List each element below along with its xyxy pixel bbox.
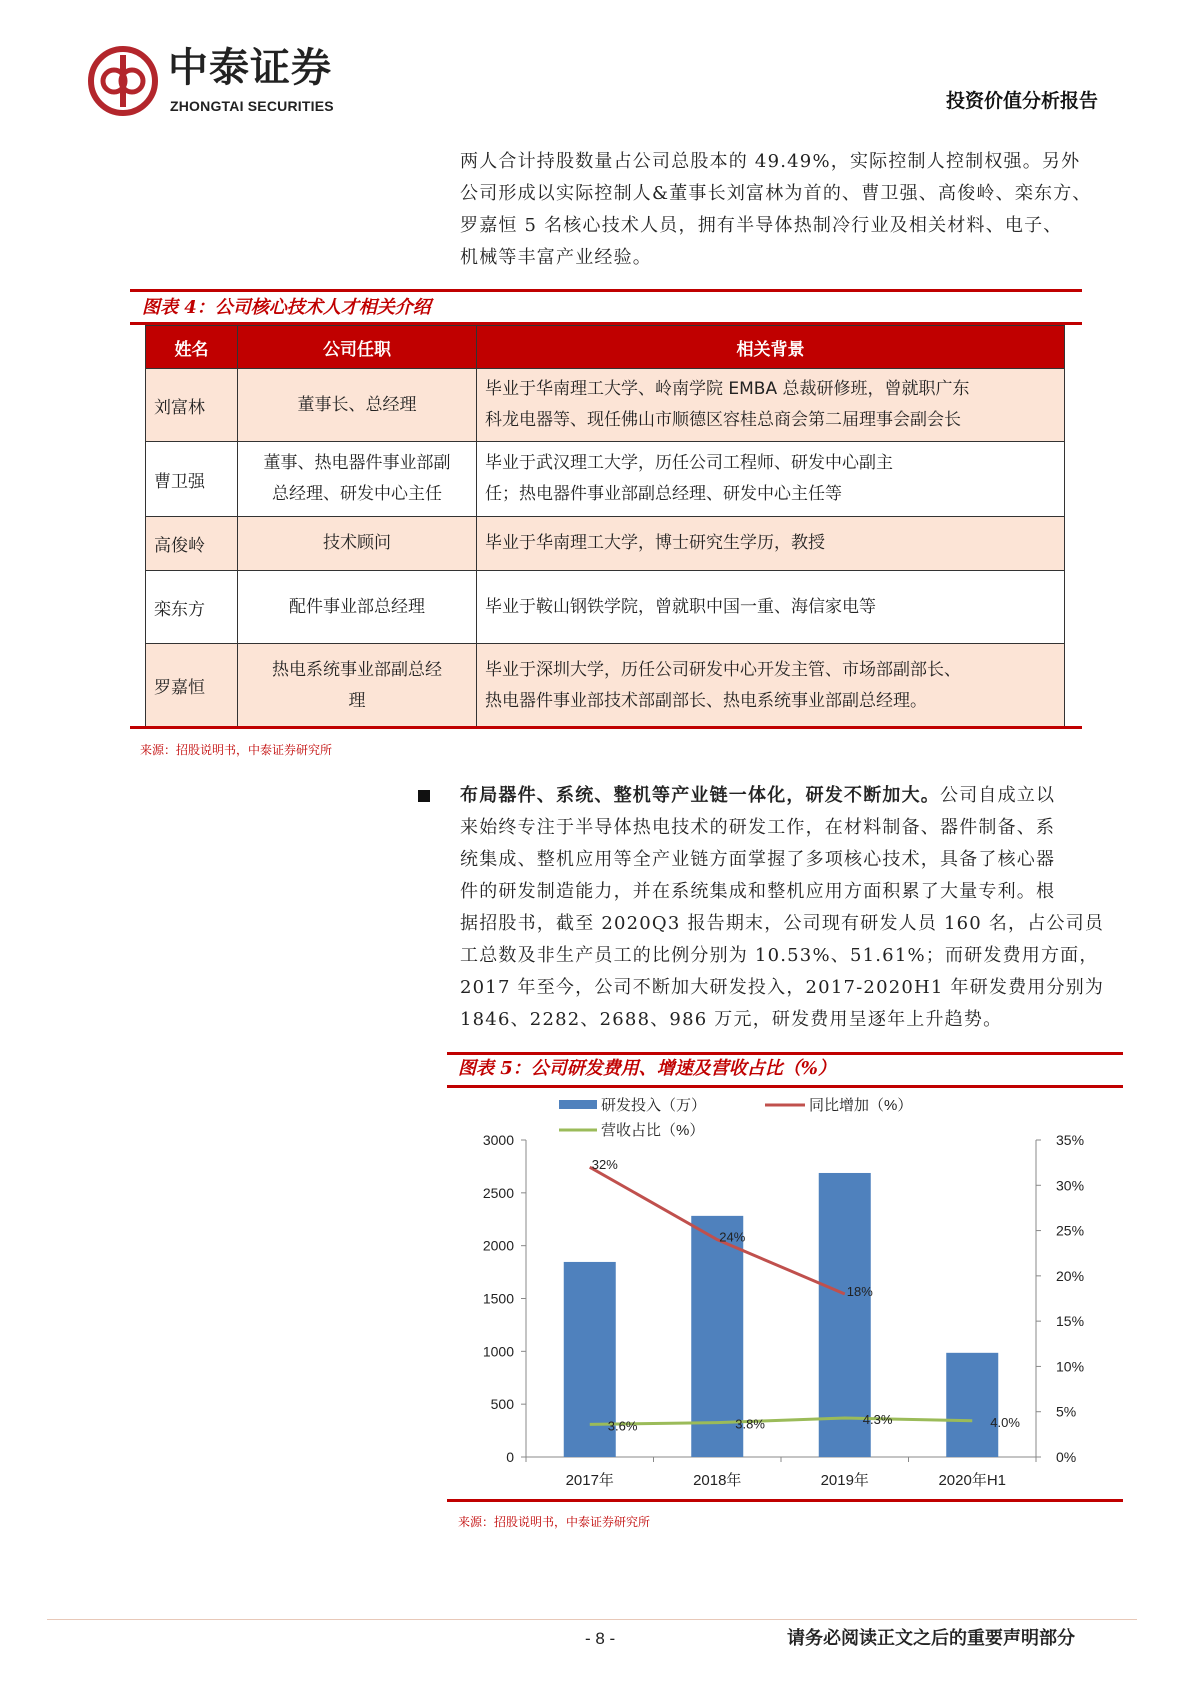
divider [130, 726, 1082, 729]
y-right-tick-label: 10% [1056, 1358, 1085, 1375]
cell-name: 刘富林 [146, 369, 238, 442]
cell-name: 罗嘉恒 [146, 644, 238, 728]
cell-position [238, 369, 477, 442]
company-logo [87, 45, 159, 117]
y-right-tick-label: 25% [1056, 1222, 1085, 1239]
x-tick-label: 2017年 [565, 1472, 614, 1489]
cell-line: 董事长、总经理 [297, 394, 417, 415]
divider [447, 1052, 1123, 1055]
cell-name: 高俊岭 [146, 517, 238, 571]
cell-line: 任；热电器件事业部副总经理、研发中心主任等 [485, 484, 842, 504]
cell-background [477, 442, 1065, 517]
cell-position [238, 517, 477, 571]
revenue-ratio-data-label: 4.3% [862, 1412, 893, 1428]
cell-line: 技术顾问 [323, 533, 391, 553]
col-header-position: 公司任职 [238, 326, 477, 369]
bar-rd-investment [946, 1353, 998, 1457]
cell-line: 毕业于鞍山钢铁学院，曾就职中国一重、海信家电等 [485, 596, 876, 617]
y-right-tick-label: 15% [1056, 1313, 1085, 1330]
y-left-tick-label: 3000 [482, 1132, 514, 1148]
yoy-growth-data-label: 32% [591, 1157, 618, 1173]
table-header-row [146, 326, 1065, 369]
text-line: 来始终专注于半导体热电技术的研发工作，在材料制备、器件制备、系 [460, 817, 1056, 838]
cell-line: 热电系统事业部副总经 [272, 659, 442, 680]
y-right-tick-label: 30% [1056, 1177, 1085, 1194]
bold-lead: 布局器件、系统、整机等产业链一体化，研发不断加大。 [460, 785, 940, 806]
cell-line: 配件事业部总经理 [289, 596, 425, 617]
revenue-ratio-data-label: 4.0% [990, 1414, 1020, 1430]
core-staff-table [145, 325, 1065, 728]
legend-bar-swatch [559, 1100, 597, 1109]
table-row [146, 442, 1065, 517]
cell-line: 毕业于华南理工大学，博士研究生学历，教授 [485, 533, 825, 553]
cell-line: 毕业于华南理工大学、岭南学院 EMBA 总裁研修班，曾就职广东 [485, 379, 970, 399]
x-tick-label: 2019年 [820, 1472, 869, 1489]
text-line: 统集成、整机应用等全产业链方面掌握了多项核心技术，具备了核心器 [460, 849, 1056, 870]
y-left-tick-label: 0 [506, 1449, 514, 1465]
cell-line: 总经理、研发中心主任 [272, 484, 442, 504]
table-row [146, 517, 1065, 571]
yoy-growth-data-label: 18% [846, 1283, 873, 1299]
y-right-tick-label: 20% [1056, 1267, 1085, 1284]
figure4-source: 来源：招股说明书，中泰证券研究所 [140, 743, 333, 757]
y-left-tick-label: 500 [490, 1396, 514, 1413]
text-line: 两人合计持股数量占公司总股本的 49.49%，实际控制人控制权强。另外 [460, 151, 1081, 172]
text-line: 罗嘉恒 5 名核心技术人员，拥有半导体热制冷行业及相关材料、电子、 [460, 215, 1063, 236]
cell-background [477, 369, 1065, 442]
cell-position [238, 571, 477, 644]
table-row [146, 571, 1065, 644]
text-line [460, 780, 1125, 812]
cell-name: 栾东方 [146, 571, 238, 644]
cell-background [477, 644, 1065, 728]
text-line: 机械等丰富产业经验。 [460, 247, 652, 268]
logo-text-cn: 中泰证券 [168, 45, 332, 91]
y-right-tick-label: 35% [1056, 1132, 1085, 1148]
revenue-ratio-data-label: 3.6% [607, 1418, 638, 1434]
y-left-tick-label: 2500 [482, 1184, 514, 1201]
rd-chart [447, 1090, 1127, 1495]
y-right-tick-label: 0% [1056, 1449, 1077, 1465]
cell-line: 毕业于深圳大学，历任公司研发中心开发主管、市场部副部长、 [485, 659, 961, 680]
cell-line: 科龙电器等、现任佛山市顺德区容桂总商会第二届理事会副会长 [485, 410, 961, 430]
disclaimer: 请务必阅读正文之后的重要声明部分 [787, 1628, 1075, 1649]
legend-label: 同比增加（%） [809, 1097, 913, 1114]
cell-background [477, 571, 1065, 644]
cell-name: 曹卫强 [146, 442, 238, 517]
y-left-tick-label: 1500 [482, 1290, 514, 1307]
x-tick-label: 2020年H1 [938, 1472, 1007, 1489]
text-line: 1846、2282、2688、986 万元，研发费用呈逐年上升趋势。 [460, 1009, 1003, 1030]
page-number: - 8 - [585, 1629, 616, 1648]
bullet-square-icon [418, 790, 430, 802]
yoy-growth-data-label: 24% [719, 1229, 746, 1245]
divider [130, 289, 1082, 292]
logo-mark-icon [87, 45, 159, 117]
x-tick-label: 2018年 [693, 1472, 742, 1489]
cell-position [238, 442, 477, 517]
text-line: 据招股书，截至 2020Q3 报告期末，公司现有研发人员 160 名，占公司员 [460, 913, 1105, 934]
cell-line: 理 [348, 690, 366, 711]
cell-background [477, 517, 1065, 571]
logo-text-en: ZHONGTAI SECURITIES [170, 98, 334, 114]
table-row [146, 644, 1065, 728]
y-right-tick-label: 5% [1056, 1403, 1077, 1420]
divider [447, 1499, 1123, 1502]
figure4-title: 图表 4：公司核心技术人才相关介绍 [142, 297, 431, 318]
y-left-tick-label: 1000 [482, 1343, 514, 1360]
y-left-tick-label: 2000 [482, 1237, 514, 1254]
cell-line: 热电器件事业部技术部副部长、热电系统事业部副总经理。 [485, 690, 927, 711]
cell-line: 董事、热电器件事业部副 [263, 453, 451, 473]
figure5-title: 图表 5：公司研发费用、增速及营收占比（%） [458, 1058, 836, 1079]
text-line: 2017 年至今，公司不断加大研发投入，2017-2020H1 年研发费用分别为 [460, 977, 1105, 998]
figure5-source: 来源：招股说明书，中泰证券研究所 [458, 1515, 651, 1529]
col-header-name: 姓名 [146, 326, 238, 369]
report-type: 投资价值分析报告 [946, 90, 1099, 112]
legend-label: 营收占比（%） [601, 1122, 705, 1139]
cell-position [238, 644, 477, 728]
text-line: 工总数及非生产员工的比例分别为 10.53%、51.61%；而研发费用方面， [460, 945, 1099, 966]
footer-divider [47, 1619, 1137, 1620]
text-line: 公司形成以实际控制人&董事长刘富林为首的、曹卫强、高俊岭、栾东方、 [460, 183, 1092, 204]
intro-paragraph [460, 146, 1125, 274]
divider [447, 1085, 1123, 1088]
rd-paragraph [460, 780, 1125, 1036]
revenue-ratio-data-label: 3.8% [735, 1416, 765, 1432]
legend-label: 研发投入（万） [601, 1097, 707, 1114]
revenue-ratio-line [590, 1418, 973, 1424]
col-header-background: 相关背景 [477, 326, 1065, 369]
table-row [146, 369, 1065, 442]
cell-line: 毕业于武汉理工大学，历任公司工程师、研发中心副主 [485, 453, 893, 473]
text-fragment: 公司自成立以 [940, 785, 1056, 806]
text-line: 件的研发制造能力，并在系统集成和整机应用方面积累了大量专利。根 [460, 881, 1056, 902]
